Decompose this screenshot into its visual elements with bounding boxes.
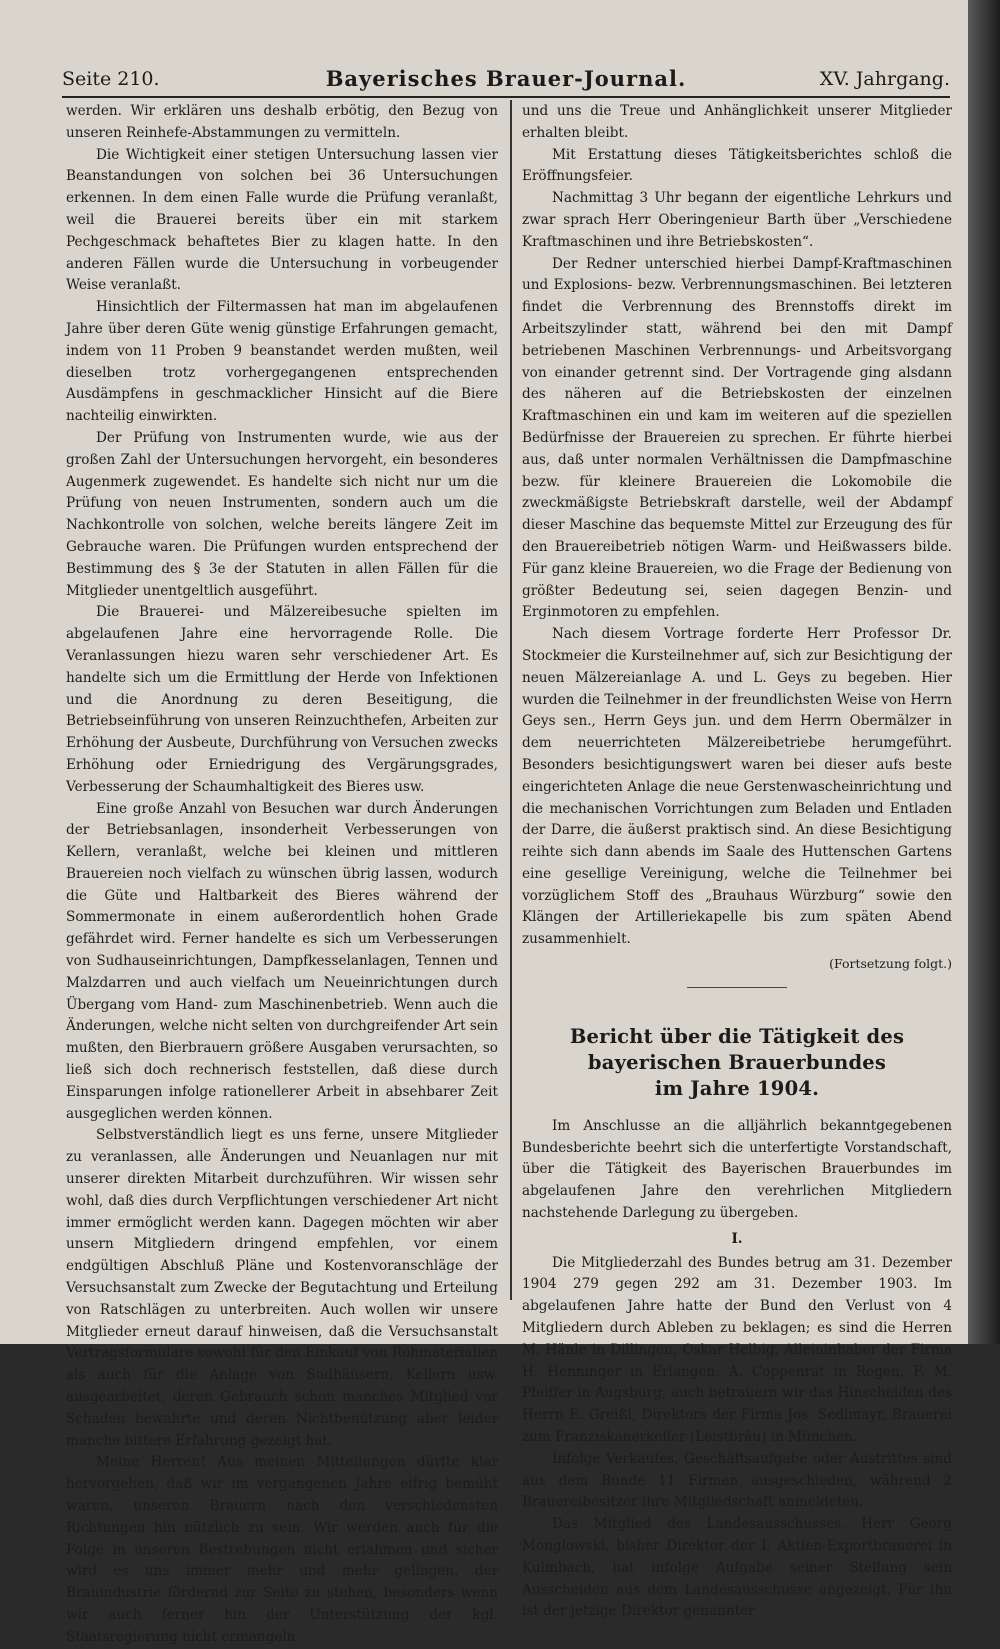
paragraph: Meine Herren! Aus meinen Mitteilungen dürfte klar hervorgehen, daß wir im vergangenen Jahre eifrig bemüht waren, unseren Brauern nach den verschiedensten Richtungen hin nützlich zu sein. Wir werden auch für die Folge in unseren Bestrebungen nicht erlahmen und sicher wird es uns immer mehr und mehr gelingen, der Brauindustrie fördernd zur Seite zu stehen, besonders wenn wir auch ferner hin der Unterstützung der kgl. Staatsregierung nicht ermangeln	[66, 1454, 498, 1645]
intro-paragraph: Im Anschlusse an die alljährlich bekanntgegebenen Bundesberichte beehrt sich die unterfertigte Vorstandschaft, über die Tätigkeit des Bayerischen Brauerbundes im abgelaufenen Jahre den verehrlichen Mitgliedern nachstehende Darlegung zu übergeben.	[522, 1117, 952, 1222]
section-numeral: I.	[731, 1230, 743, 1247]
paragraph: Nach diesem Vortrage forderte Herr Professor Dr. Stockmeier die Kursteilnehmer auf, sich zur Besichtigung der neuen Mälzereianlage A. und L. Geys zu begeben. Hier wurden die Teilnehmer in der freundlichsten Weise von Herrn Geys sen., Herrn Geys jun. und dem Herrn Obermälzer in dem neuerrichteten Mälzereibetriebe herumgeführt. Besonders besichtigungswert waren bei dieser aufs beste eingerichteten Anlage die neue Gerstenwascheinrichtung und die mechanischen Vorrichtungen zum Beladen und Entladen der Darre, die äußerst praktisch sind. An diese Besichtigung reihte sich dann abends im Saale des Huttenschen Gartens eine gesellige Vereinigung, welche die Teilnehmer bei vorzüglichem Stoff des „Brauhaus Würzburg“ sowie den Klängen der Artilleriekapelle bis zum späten Abend zusammenhielt.	[522, 626, 952, 948]
section-heading-line: im Jahre 1904.	[654, 1076, 820, 1100]
paragraph: Nachmittag 3 Uhr begann der eigentliche Lehrkurs und zwar sprach Herr Oberingenieur Barth über „Verschiedene Kraftmaschinen und ihre Betriebskosten“.	[522, 190, 952, 250]
section-heading	[522, 1024, 952, 1102]
paragraph: Die Wichtigkeit einer stetigen Untersuchung lassen vier Beanstandungen von solchen bei 36 Untersuchungen erkennen. In dem einen Falle wurde die Prüfung veranlaßt, weil die Brauerei bereits über ein mit starkem Pechgeschmack behaftetes Bier zu klagen hatte. In den anderen Fällen wurde die Untersuchung in vorbeugender Weise veranlaßt.	[66, 146, 498, 294]
left-column	[66, 101, 498, 1649]
paragraph: Die Mitgliederzahl des Bundes betrug am 31. Dezember 1904 279 gegen 292 am 31. Dezember 1903. Im abgelaufenen Jahre hatte der Bund den Verlust von 4 Mitgliedern durch Ableben zu beklagen; es sind die Herren M. Hänle in Dillingen, Oskar Helbig, Alleininhaber der Firma H. Henninger in Erlangen, A. Coppenrat in Regen, F. M. Pfeiffer in Augsburg; auch betrauern wir das Hinscheiden des Herrn E. Greißl, Direktors der Firma Jos. Sedlmayr, Brauerei zum Franziskanerkeller (Leistbräu) in München.	[522, 1254, 952, 1446]
paragraph: werden. Wir erklären uns deshalb erbötig, den Bezug von unseren Reinhefe-Abstammungen zu vermitteln.	[66, 103, 498, 141]
paragraph: Selbstverständlich liegt es uns ferne, unsere Mitglieder zu veranlassen, alle Änderungen und Neuanlagen nur mit unserer direkten Mitarbeit durchzuführen. Wir wissen sehr wohl, daß dies durch Verpflichtungen verschiedener Art nicht immer ermöglicht werden kann. Dagegen möchten wir aber unsern Mitgliedern dringend empfehlen, vor einem endgültigen Abschluß Pläne und Kostenvoranschläge der Versuchsanstalt zum Zwecke der Begutachtung und Erteilung von Ratschlägen zu unterbreiten. Auch wollen wir unsere Mitglieder erneut darauf hinweisen, daß die Versuchsanstalt Vertragsformulare sowohl für den Einkauf von Rohmaterialien als auch für die Anlage von Sudhäusern, Kellern usw. ausgearbeitet, deren Gebrauch schon manches Mitglied vor Schaden bewahrte und deren Nichtbenützung aber leider manche bittere Erfahrung gezeigt hat.	[66, 1127, 498, 1449]
paragraph: Die Brauerei- und Mälzereibesuche spielten im abgelaufenen Jahre eine hervorragende Rolle. Die Veranlassungen hiezu waren sehr verschiedener Art. Es handelte sich um die Ermittlung der Herde von Infektionen und die Anordnung zu deren Beseitigung, die Betriebseinführung von unseren Reinzuchthefen, Arbeiten zur Erhöhung der Ausbeute, Durchführung von Versuchen zwecks Erhöhung oder Erniedrigung des Vergärungsgrades, Verbesserung der Schaumhaltigkeit des Bieres usw.	[66, 604, 498, 795]
page-number: Seite 210.	[62, 68, 160, 90]
section-heading-line: Bericht über die Tätigkeit des bayerischen Brauerbundes	[569, 1024, 905, 1074]
paragraph: Das Mitglied des Landesausschusses, Herr Georg Monglowski, bisher Direktor der I. Aktien-Exportbrauerei in Kulmbach, hat infolge Aufgabe seiner Stellung sein Ausscheiden aus dem Landesausschusse angezeigt. Für ihn ist der jetzige Direktor genannter	[522, 1516, 952, 1620]
right-column	[522, 101, 952, 1623]
journal-title: Bayerisches Brauer-Journal.	[325, 66, 687, 91]
page-edge-shadow	[968, 0, 1000, 1344]
paragraph: Hinsichtlich der Filtermassen hat man im abgelaufenen Jahre über deren Güte wenig günstige Erfahrungen gemacht, indem von 11 Proben 9 beanstandet werden mußten, weil dieselben trotz vorhergegangenen entsprechenden Ausdämpfens in geschmacklicher Hinsicht auf die Biere nachteilig einwirkten.	[66, 299, 498, 425]
paragraph: Der Redner unterschied hierbei Dampf-Kraftmaschinen und Explosions- bezw. Verbrennungsmaschinen. Bei letzteren findet die Verbrennung des Brennstoffs direkt im Arbeitszylinder statt, während bei den mit Dampf betriebenen Maschinen Verbrennungs- und Arbeitsvorgang von einander getrennt sind. Der Vortragende ging alsdann des näheren auf die Betriebskosten der einzelnen Kraftmaschinen ein und kam im weiteren auf die speziellen Bedürfnisse der Brauereien zu sprechen. Er führte hierbei aus, daß unter normalen Verhältnissen die Dampfmaschine bezw. für kleinere Brauereien die Lokomobile die zweckmäßigste Betriebskraft darstelle, weil der Abdampf dieser Maschine das bequemste Mittel zur Erzeugung des für den Brauereibetrieb nötigen Warm- und Heißwassers bilde. Für ganz kleine Brauereien, wo die Frage der Bedienung von größter Bedeutung sei, seien dagegen Benzin- und Erginmotoren zu empfehlen.	[522, 255, 952, 621]
paragraph: Der Prüfung von Instrumenten wurde, wie aus der großen Zahl der Untersuchungen hervorgeht, ein besonderes Augenmerk zugewendet. Es handelte sich nicht nur um die Prüfung von neuen Instrumenten, sondern auch um die Nachkontrolle von solchen, welche bereits längere Zeit im Gebrauche waren. Die Prüfungen wurden entsprechend der Bestimmung des § 3e der Statuten in allen Fällen für die Mitglieder unentgeltlich ausgeführt.	[66, 429, 498, 599]
volume-label: XV. Jahrgang.	[819, 68, 950, 90]
column-divider	[510, 100, 512, 1300]
continuation-note: (Fortsetzung folgt.)	[829, 956, 952, 972]
section-separator	[687, 987, 787, 988]
paragraph: Eine große Anzahl von Besuchen war durch Änderungen der Betriebsanlagen, insonderheit Verbesserungen von Kellern, veranlaßt, welche bei kleinen und mittleren Brauereien noch vielfach zu wünschen übrig lassen, wodurch die Güte und Haltbarkeit des Bieres während der Sommermonate in einem außerordentlich hohen Grade gefährdet wird. Ferner handelte es sich um Verbesserungen von Sudhauseinrichtungen, Dampfkesselanlagen, Tennen und Malzdarren und auch vielfach um Neueinrichtungen durch Übergang vom Hand- zum Maschinenbetrieb. Wenn auch die Änderungen, welche nicht selten von durchgreifender Art sein mußten, den Bierbrauern größere Ausgaben verursachten, so ließ sich doch rechnerisch feststellen, daß diese durch Einsparungen infolge rationellerer Arbeit in absehbarer Zeit ausgeglichen werden können.	[66, 800, 498, 1122]
paragraph: Mit Erstattung dieses Tätigkeitsberichtes schloß die Eröffnungsfeier.	[522, 146, 952, 185]
paragraph: und uns die Treue und Anhänglichkeit unserer Mitglieder erhalten bleibt.	[522, 103, 952, 141]
page-header	[62, 62, 950, 98]
paragraph: Infolge Verkaufes, Geschäftsaufgabe oder Austrittes sind aus dem Bunde 11 Firmen ausgeschieden, während 2 Brauereibesitzer ihre Mitgliedschaft anmeldeten.	[522, 1450, 952, 1511]
